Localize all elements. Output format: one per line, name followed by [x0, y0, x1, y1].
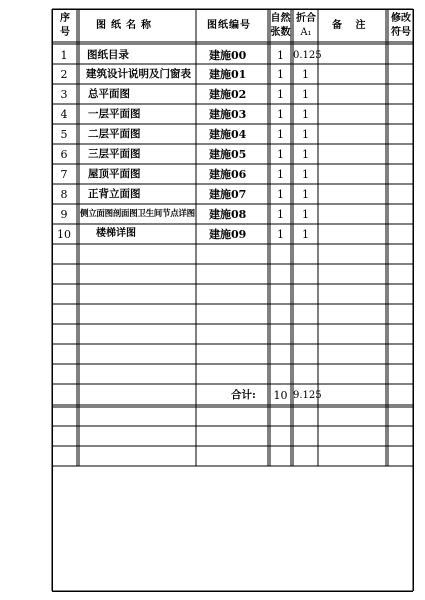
row-4-sheets: 1	[277, 108, 284, 121]
header-name: 图纸名称	[96, 20, 156, 31]
header-natural	[270, 14, 291, 38]
row-7-no: 7	[60, 168, 68, 181]
header-natural-line1: 自然	[270, 13, 291, 24]
total-label: 合计:	[231, 389, 256, 401]
header-seq	[58, 14, 72, 38]
row-7-name: 屋顶平面图	[88, 168, 141, 180]
row-1-name: 图纸目录	[87, 49, 129, 61]
header-rev	[389, 14, 413, 38]
row-10-sheets: 1	[277, 228, 284, 241]
header-code: 图纸编号	[207, 20, 251, 31]
row-10-no: 10	[57, 228, 71, 241]
header-natural-line2: 张数	[270, 27, 291, 38]
row-6-name: 三层平面图	[88, 148, 141, 160]
row-1-a1: 0.125	[293, 50, 322, 61]
row-10-a1: 1	[302, 228, 309, 241]
row-7-sheets: 1	[277, 168, 284, 181]
row-9-a1: 1	[302, 208, 309, 221]
row-8-no: 8	[60, 188, 68, 201]
header-conv-line1: 折合	[296, 13, 316, 24]
header-rev-line2: 符号	[391, 27, 411, 38]
row-2-no: 2	[60, 68, 68, 81]
row-8-a1: 1	[302, 188, 309, 201]
row-6-a1: 1	[302, 148, 309, 161]
row-8-sheets: 1	[277, 188, 284, 201]
row-9-code: 建施08	[209, 208, 247, 221]
row-4-a1: 1	[302, 108, 309, 121]
row-2-a1: 1	[302, 68, 309, 81]
header-seq-line1: 序	[60, 13, 70, 24]
header-seq-line2: 号	[60, 27, 70, 38]
row-9-no: 9	[60, 208, 68, 221]
row-1-sheets: 1	[277, 49, 284, 62]
row-3-a1: 1	[302, 88, 309, 101]
row-3-no: 3	[60, 88, 68, 101]
row-2-code: 建施01	[209, 68, 247, 81]
row-5-a1: 1	[302, 128, 309, 141]
row-1-code: 建施00	[209, 49, 247, 62]
header-rev-line1: 修改	[391, 13, 411, 24]
row-2-name: 建筑设计说明及门窗表	[86, 68, 191, 80]
row-6-code: 建施05	[209, 148, 247, 161]
total-sheets: 10	[273, 389, 288, 402]
row-5-sheets: 1	[277, 128, 284, 141]
row-2-sheets: 1	[277, 68, 284, 81]
row-9-name: 侧立面图剖面图卫生间节点详图	[80, 209, 195, 219]
row-9-sheets: 1	[277, 208, 284, 221]
header-conv	[294, 14, 318, 38]
row-6-no: 6	[60, 148, 68, 161]
row-5-name: 二层平面图	[88, 128, 141, 140]
header-remark: 备 注	[332, 20, 371, 31]
row-8-name: 正背立面图	[88, 188, 141, 200]
header-conv-line2: A₁	[300, 27, 312, 38]
row-6-sheets: 1	[277, 148, 284, 161]
row-4-name: 一层平面图	[88, 108, 141, 120]
row-7-code: 建施06	[209, 168, 247, 181]
row-5-no: 5	[60, 128, 68, 141]
row-3-sheets: 1	[277, 88, 284, 101]
total-a1: 9.125	[293, 390, 322, 401]
row-1-no: 1	[60, 49, 68, 62]
row-3-name: 总平面图	[88, 88, 130, 100]
row-5-code: 建施04	[209, 128, 247, 141]
row-10-name: 楼梯详图	[96, 228, 136, 239]
row-10-code: 建施09	[209, 228, 247, 241]
row-3-code: 建施02	[209, 88, 247, 101]
row-4-no: 4	[60, 108, 68, 121]
row-8-code: 建施07	[209, 188, 247, 201]
row-7-a1: 1	[302, 168, 309, 181]
row-4-code: 建施03	[209, 108, 247, 121]
